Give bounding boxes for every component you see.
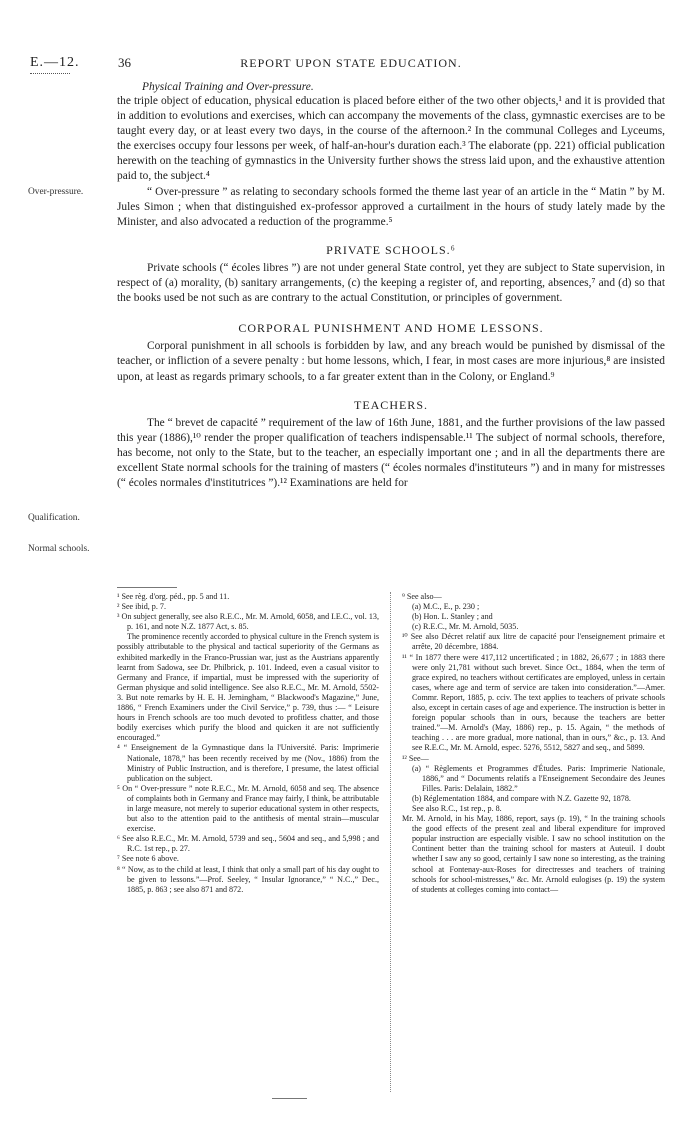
footnote-4: ⁴ “ Enseignement de la Gymnastique dans la l'Université. Paris: Imprimerie Nationale, 1878,” has been recently received by me (Nov., 1886) from the Ministry of Public Instruction, and is therefore, I presume, the latest official publication on the subject. — [117, 743, 379, 783]
margin-note-qualification: Qualification. — [28, 513, 80, 523]
footnote-8: ⁸ “ Now, as to the child at least, I think that only a small part of his day ought to be given to lessons.”—Prof. Seeley, “ Insular Ignorance,” “ N.C.,” Dec., 1885, p. 863 ; see also 871 and 872. — [117, 864, 379, 894]
paragraph-private-schools: Private schools (“ écoles libres ”) are not under general State control, yet they are subject to State supervision, in respect of (a) morality, (b) sanitary arrangements, (c) the keeping a register of, and reporting, absences,⁷ and (d) so that the books used be not such as are contrary to the actual Constitution, or principles of government. — [117, 261, 665, 305]
footnote-7: ⁷ See note 6 above. — [117, 854, 179, 864]
footnote-3: ³ On subject generally, see also R.E.C., Mr. M. Arnold, 6058, and I.E.C., vol. 13, p. 161, and note N.Z. 1877 Act, s. 85. — [117, 612, 379, 632]
paragraph-over-pressure: “ Over-pressure ” as relating to secondary schools formed the theme last year of an article in the “ Matin ” by M. Jules Simon ; when that distinguished ex-professor approved a curtailment in the hours of study lately made by the Minister, and also advocated a reduction of the programme.⁵ — [117, 185, 665, 228]
footnote-11: ¹¹ “ In 1877 there were 417,112 uncertificated ; in 1882, 26,677 ; in 1883 there were only 21,781 without such brevet. Since Oct., 1884, when the term of grace expired, no teachers without certificates are employed, unless in certain cases, where age and term of service are taken into consideration.”—Amer. Commr. Report, 1885, p. cciv. The text applies to teachers of private schools also, except in certain cases of age and experience. The instruction is better in foreign popular schools than in ours, because the teachers are better trained.”—M. Arnold's (May, 1886) rep., p. 15. Again, “ the methods of teaching . . . are more gradual, more national, than in ours,” &c., p. 13. And see R.E.C., Mr. M. Arnold, espec. 5276, 5512, 5827 and seq., and 5899. — [402, 652, 665, 753]
document-reference: E.—12. — [30, 55, 80, 70]
heading-private-schools: PRIVATE SCHOOLS.⁶ — [326, 242, 456, 257]
paragraph-physical-education: the triple object of education, physical education is placed before either of the two other objects,¹ and it is provided that in addition to evolutions and exercises, which can accompany the movements of the class, gymnastic exercises are to be taught every day, or at least every two days, in the course of the afternoon.² In the communal Colleges and Lyceums, the exercises occupy four lessons per week, of half-an-hour's duration each.³ The elaborate (pp. 221) official publication herewith on the teaching of gymnastics in the University further shows the stress laid upon, and the exhaustive attention paid to, the subject.⁴ — [117, 95, 665, 183]
footnote-12: ¹² See— — [402, 753, 429, 763]
footnote-12-item-b: (b) Réglementation 1884, and compare with N.Z. Gazette 92, 1878. — [412, 793, 631, 803]
footnotes-left-column — [117, 592, 379, 895]
reference-underline — [30, 73, 70, 74]
running-header — [30, 55, 672, 75]
heading-corporal-punishment: CORPORAL PUNISHMENT AND HOME LESSONS. — [238, 321, 544, 336]
footnote-3-continuation: The prominence recently accorded to physical culture in the French system is possibly attributable to the physical and tactical superiority of the Germans as exhibited markedly in the Franco-Prussian war, just as the Austrians apparently learnt from Sadowa, see Dr. Philbrick, p. 101. Indeed, even a casual visitor to Germany and France, if impartial, must be impressed with the superiority of German physique and solid intelligence. See also R.E.C., Mr. M. Arnold, 5502-3. But note remarks by H. E. H. Jerningham, “ Blackwood's Magazine,” June, 1886, “ French Examiners under the Civil Service,” p. 739, thus :— “ Leisure hours in French schools are too much devoted to profitless chatter, and those bodily exercises which purify the blood and quicken it are not sufficiently encouraged.” — [117, 632, 379, 743]
footnote-9-item-a: (a) M.C., E., p. 230 ; — [412, 602, 480, 612]
footnote-1: ¹ See règ. d'org. péd., pp. 5 and 11. — [117, 592, 230, 601]
footnote-9-item-c: (c) R.E.C., Mr. M. Arnold, 5035. — [412, 622, 519, 632]
paragraph-teachers: The “ brevet de capacité ” requirement of the law of 16th June, 1881, and the further provisions of the law passed this year (1886),¹⁰ render the proper qualification of teachers indispensable.¹¹ The subject of normal schools, therefore, has become, not only to the State, but to the teacher, an especially important one ; and in all the departments there are excellent State normal schools for the training of masters (“ écoles normales d'instituteurs ”) and in many for mistresses (“ écoles normales d'institutrices ”).¹² Examinations are held for — [117, 416, 665, 490]
footnote-9-item-b: (b) Hon. L. Stanley ; and — [412, 612, 493, 622]
footnote-6: ⁶ See also R.E.C., Mr. M. Arnold, 5739 and seq., 5604 and seq., and 5,998 ; and R.C. 1st rep., p. 27. — [117, 834, 379, 854]
footnote-5: ⁵ On “ Over-pressure ” note R.E.C., Mr. M. Arnold, 6058 and seq. The absence of complaints both in Germany and France may fairly, I think, be attributable in large measure, not merely to superior educational system in other respects, but also to the attention paid to the antithesis of mental strain—muscular exercise. — [117, 783, 379, 834]
running-subtitle: Physical Training and Over-pressure. — [142, 81, 314, 93]
footnote-12-item-a: (a) “ Règlements et Programmes d'Études. Paris: Imprimerie Nationale, 1886,” and “ Documents relatifs a l'Enseignement Secondaire des Jeunes Filles. Paris: Delalain, 1882.” — [412, 763, 665, 793]
footnote-column-divider — [390, 592, 391, 1092]
margin-note-over-pressure: Over-pressure. — [28, 187, 84, 197]
page-end-rule — [272, 1098, 307, 1099]
margin-note-normal-schools: Normal schools. — [28, 544, 90, 554]
footnote-2: ² See ibid, p. 7. — [117, 602, 166, 612]
footnote-12-see-also: See also R.C., 1st rep., p. 8. — [412, 803, 502, 813]
paragraph-corporal-punishment: Corporal punishment in all schools is forbidden by law, and any breach would be punished by dismissal of the teacher, or infliction of a severe penalty : but home lessons, which, I fear, in most cases are more injurious,⁸ are insisted upon, at least as regards primary schools, to a far greater extent than in the Colony, or England.⁹ — [117, 340, 665, 383]
header-title: REPORT UPON STATE EDUCATION. — [240, 56, 462, 70]
footnote-9: ⁹ See also— — [402, 592, 442, 601]
page-number: 36 — [118, 55, 131, 70]
main-text — [117, 80, 665, 491]
footnote-12-arnold-quote: Mr. M. Arnold, in his May, 1886, report, says (p. 19), “ In the training schools the good effects of the present zeal and liberal expenditure for improved popular instruction are especially visible. I saw no school institution on the Continent better than the training school for masters at Auteuil. I doubt whether I saw any so good, certainly I saw none so interesting, as the training school at Fontenay-aux-Roses for directresses and teachers of training schools for school-mistresses,” &c. Mr. Arnold eulogises (p. 19) the system of students at colleges coming into contact— — [402, 814, 665, 894]
footnote-rule — [117, 587, 177, 588]
heading-teachers: TEACHERS. — [353, 397, 428, 412]
footnotes-right-column — [402, 592, 665, 895]
footnote-10: ¹⁰ See also Décret relatif aux litre de capacité pour l'enseignement primaire et arrête, 20 décembre, 1884. — [402, 632, 665, 652]
